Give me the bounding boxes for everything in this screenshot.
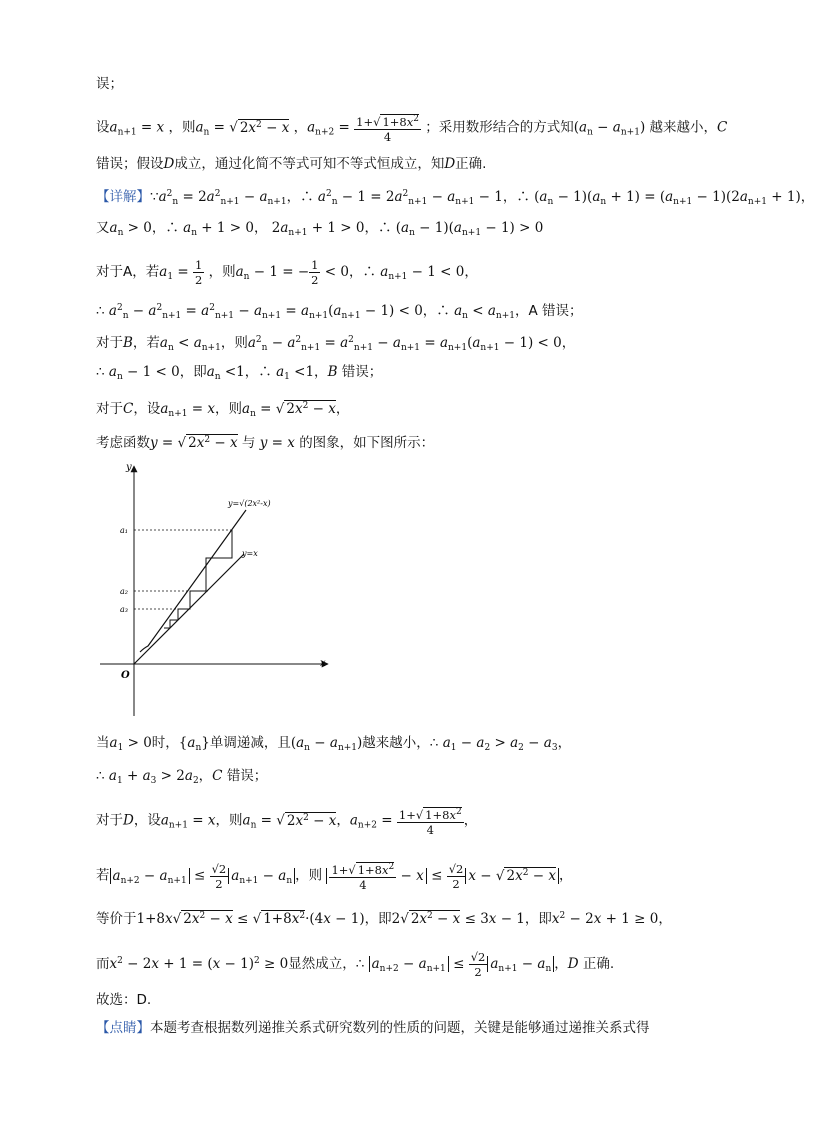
text-line: ∴ $a_1 + a_3 > 2a_2$，C 错误； xyxy=(96,768,268,786)
curve-sqrt xyxy=(140,510,246,652)
text-line: 若 $a_{n+2} - a_{n+1}$ ≤ $\frac{√2}{2}$ $a_{n+1} - a_n$ ，则 $\frac{1+√ 1+8x^2}{4}$ − x ≤ $\frac{√2}{2}$ x − √ $2x^2 - x$ ， xyxy=(96,861,573,892)
a1-label: a₁ xyxy=(120,526,128,535)
text-line: 等价于1+8x√ $2x^2 - x$ ≤ √ $1+8x^2\cdot(4x - 1)$，即2√ $2x^2 - x \le 3x - 1$，即$x^2 - 2x + 1 \ge 0$， xyxy=(96,911,672,927)
text-line: 对于D，设$a_{n+1} = x$，则$a_n$ = √ $2x^2 - x$，$a_{n+2}$ = $\frac{1+√ 1+8x^2}{4}$ ， xyxy=(96,807,478,837)
text-line: 对于B，若$a_n < a_{n+1}$，则$a^2_n - a^2_{n+1} = a^2_{n+1} - a_{n+1} = a_{n+1}(a_{n+1} - 1) < 0$， xyxy=(96,335,576,353)
line-label: y=x xyxy=(242,549,258,558)
text-line: 当$a_1 > 0$时，$\{a_n\}$单调递减，且$(a_n - a_{n+1})$越来越小，∴ $a_1 - a_2 > a_2 - a_3$， xyxy=(96,735,572,753)
x-axis-label: x xyxy=(320,658,326,669)
text-line: 故选：D. xyxy=(96,992,152,1008)
text-line: 而$x^2 - 2x + 1 = (x - 1)^2 \ge 0$显然成立，∴ $a_{n+2} - a_{n+1}$ ≤ $\frac{√2}{2}$ $a_{n+1} - a_n$ ，D 正确. xyxy=(96,950,615,979)
text-line: 对于C，设$a_{n+1} = x$，则$a_n$ = √ $2x^2 - x$， xyxy=(96,401,350,419)
cobweb-steps xyxy=(164,530,232,628)
text-line: ∴ $a_n - 1 < 0$，即$a_n <1$，∴ $a_1 <1$，B 错误； xyxy=(96,364,383,382)
y-axis-label: y xyxy=(126,462,132,473)
text-line: 错误；假设D成立，通过化简不等式可知不等式恒成立，知D正确. xyxy=(96,156,487,172)
curve-label: y=√(2x²-x) xyxy=(228,499,271,508)
text-line: 【详解】$\because a^2_n = 2a^2_{n+1} - a_{n+1}$，∴ $a^2_n - 1 = 2a^2_{n+1} - a_{n+1} - 1$，∴ $(a_n - 1)(a_n + 1) = (a_{n+1} - 1)(2a_{n+1} + 1)$， xyxy=(96,189,814,207)
text-line: 对于A，若$a_1$ = $\frac{1}{2}$ ，则$a_n - 1$ = − $\frac{1}{2}$ < 0，∴ $a_{n+1} - 1 < 0$， xyxy=(96,258,478,287)
function-graph xyxy=(96,458,346,720)
origin-label: O xyxy=(121,670,130,681)
detail-tag: 【详解】 xyxy=(96,189,150,205)
comment-tag: 【点睛】 xyxy=(96,1020,150,1036)
a3-label: a₃ xyxy=(120,605,128,614)
text-line: 考虑函数y = √ $2x^2 - x$ 与 y = x 的图象，如下图所示： xyxy=(96,435,435,451)
a2-label: a₂ xyxy=(120,587,128,596)
text-line: 又$a_n > 0$，∴ $a_n + 1 > 0$， $2a_{n+1} + 1 > 0$，∴ $(a_n - 1)(a_{n+1} - 1) > 0$ xyxy=(96,220,544,238)
text-line: 误； xyxy=(96,76,123,92)
text-line: 【点睛】本题考查根据数列递推关系式研究数列的性质的问题，关键是能够通过递推关系式得 xyxy=(96,1020,650,1036)
text-line: ∴ $a^2_n - a^2_{n+1} = a^2_{n+1} - a_{n+1} = a_{n+1}(a_{n+1} - 1) < 0$，∴ $a_n < a_{n+1}$，A 错误； xyxy=(96,303,583,321)
text-line: 设$a_{n+1} = x$ ，则$a_n$ = √ $2x^2 - x$ ，$a_{n+2}$ = $\frac{1+√ 1+8x^2}{4}$ ；采用数形结合的方式知$(a_n - a_{n+1})$ 越来越小，C xyxy=(96,114,728,144)
